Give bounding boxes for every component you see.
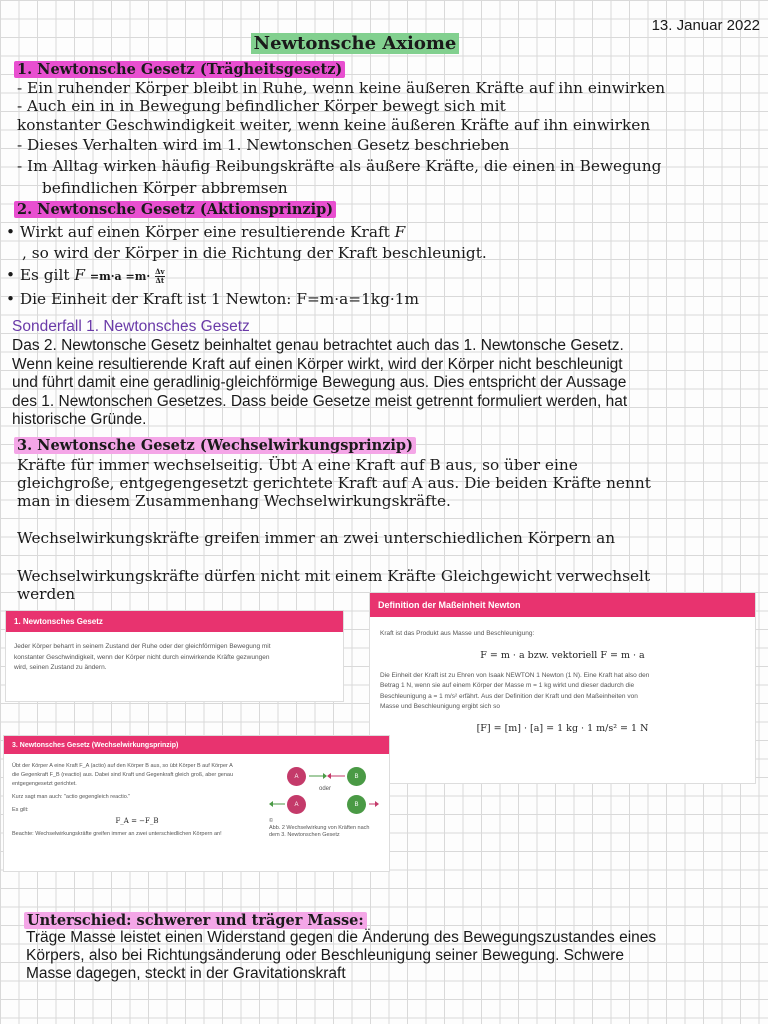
card-text: Kraft ist das Produkt aus Masse und Beschleunigung:: [380, 630, 535, 637]
section1-line: - Dieses Verhalten wird im 1. Newtonschen Gesetz beschrieben: [17, 136, 510, 154]
card-text: Übt der Körper A eine Kraft F_A (actio) auf den Körper B aus, so übt Körper B auf Körper A die Gegenkraft F_B (reactio) aus. Dabei sind Kraft und Gegenkraft gleich groß, aber genau entgegengesetzt gerichtet. Kurz sagt man auch: "actio gegengleich reactio." Es gilt: F_A = −F_B Beachte: Wechselwirkungskräfte greifen immer an zwei unterschiedlichen Körpern an!: [12, 763, 234, 837]
body-a-icon: A: [287, 767, 306, 786]
sonderfall-line: des 1. Newtonschen Gesetzes. Dass beide Gesetze meist getrennt formuliert werden, hat: [12, 393, 628, 410]
sonderfall-line: Wenn keine resultierende Kraft auf einen Körper wirkt, wird der Körper nicht beschleunigt: [12, 356, 623, 373]
section1-line: befindlichen Körper abbremsen: [42, 179, 288, 197]
card-text: Die Einheit der Kraft ist zu Ehren von Isaak NEWTON 1 Newton (1 N). Eine Kraft hat also den Betrag 1 N, wenn sie auf einem Körper der Masse m = 1 kg wirkt und dieser dadurch die Beschleunigung a = 1 m/s² erfährt. Aus der Definition der Kraft und den Maßeinheiten von Masse und Beschleunigung ergibt sich so: [380, 671, 650, 710]
section3-line: Wechselwirkungskräfte greifen immer an zwei unterschiedlichen Körpern an: [17, 529, 616, 547]
section4-line: Masse dagegen, steckt in der Gravitationskraft: [26, 965, 346, 982]
force-arrows-icon: [269, 764, 379, 824]
section1-heading: 1. Newtonsche Gesetz (Trägheitsgesetz): [14, 59, 345, 78]
card-first-law: [5, 610, 344, 702]
sonderfall-line: historische Gründe.: [12, 411, 147, 428]
card-third-law: [3, 735, 390, 872]
section2-bullet: • Die Einheit der Kraft ist 1 Newton: F=m·a=1kg·1m: [6, 290, 419, 308]
section1-line: - Ein ruhender Körper bleibt in Ruhe, wenn keine äußeren Kräfte auf ihn einwirken: [17, 79, 666, 97]
oder-label: oder: [319, 786, 332, 792]
section3-line: Kräfte für immer wechselseitig. Übt A eine Kraft auf B aus, so über eine: [17, 456, 578, 474]
card-header: 1. Newtonsches Gesetz: [6, 611, 343, 632]
section2-bullet: • Es gilt F =m·a =m· $\frac{\Delta v}{\Delta t}$: [6, 266, 165, 285]
card-header: 3. Newtonsches Gesetz (Wechselwirkungsprinzip): [4, 736, 389, 754]
section3-line: Wechselwirkungskräfte dürfen nicht mit einem Kräfte Gleichgewicht verwechselt: [17, 567, 651, 585]
section2-bullet: , so wird der Körper in die Richtung der Kraft beschleunigt.: [22, 244, 487, 262]
section3-heading: 3. Newtonsche Gesetz (Wechselwirkungsprinzip): [14, 435, 416, 454]
date: 13. Januar 2022: [651, 17, 760, 34]
body-b-icon: B: [347, 767, 366, 786]
sonderfall-heading: Sonderfall 1. Newtonsches Gesetz: [12, 318, 250, 335]
equation: [F] = [m] · [a] = 1 kg · 1 m/s² = 1 N: [476, 722, 649, 734]
section1-line: konstanter Geschwindigkeit weiter, wenn keine äußeren Kräfte auf ihn einwirken: [17, 116, 651, 134]
figure-caption: © Abb. 2 Wechselwirkung von Kräften nach dem 3. Newtonschen Gesetz: [269, 818, 370, 838]
section2-bullet: • Wirkt auf einen Körper eine resultierende Kraft F: [6, 223, 406, 241]
section4-line: Körpers, also bei Richtungsänderung oder Beschleunigung seiner Bewegung. Schwere: [26, 947, 624, 964]
card-header: Definition der Maßeinheit Newton: [370, 593, 755, 617]
section4-heading: Unterschied: schwerer und träger Masse:: [24, 910, 367, 929]
section3-line: werden: [17, 585, 76, 603]
section2-heading: 2. Newtonsche Gesetz (Aktionsprinzip): [14, 199, 336, 218]
section3-line: man in diesem Zusammenhang Wechselwirkungskräfte.: [17, 492, 451, 510]
sonderfall-line: und führt damit eine geradlinig-gleichförmige Bewegung aus. Dies entspricht der Aussage: [12, 374, 627, 391]
body-b-icon: B: [347, 795, 366, 814]
section1-line: - Im Alltag wirken häufig Reibungskräfte als äußere Kräfte, die einen in Bewegung: [17, 157, 662, 175]
card-text: Jeder Körper beharrt in seinem Zustand der Ruhe oder der gleichförmigen Bewegung mit konstanter Geschwindigkeit, wenn der Körper nicht durch einwirkende Kräfte gezwungen wird, seinen Zustand zu ändern.: [14, 643, 271, 671]
section1-line: - Auch ein in in Bewegung befindlicher Körper bewegt sich mit: [17, 97, 506, 115]
body-a-icon: A: [287, 795, 306, 814]
section3-line: gleichgroße, entgegengesetzt gerichtete Kraft auf A aus. Die beiden Kräfte nennt: [17, 474, 651, 492]
section4-line: Träge Masse leistet einen Widerstand gegen die Änderung des Bewegungszustandes eines: [26, 929, 657, 946]
equation: F = m · a bzw. vektoriell F = m · a: [480, 649, 645, 661]
card-newton-definition: [369, 592, 756, 784]
sonderfall-line: Das 2. Newtonsche Gesetz beinhaltet genau betrachtet auch das 1. Newtonsche Gesetz.: [12, 337, 624, 354]
page-title: Newtonsche Axiome: [0, 33, 710, 54]
